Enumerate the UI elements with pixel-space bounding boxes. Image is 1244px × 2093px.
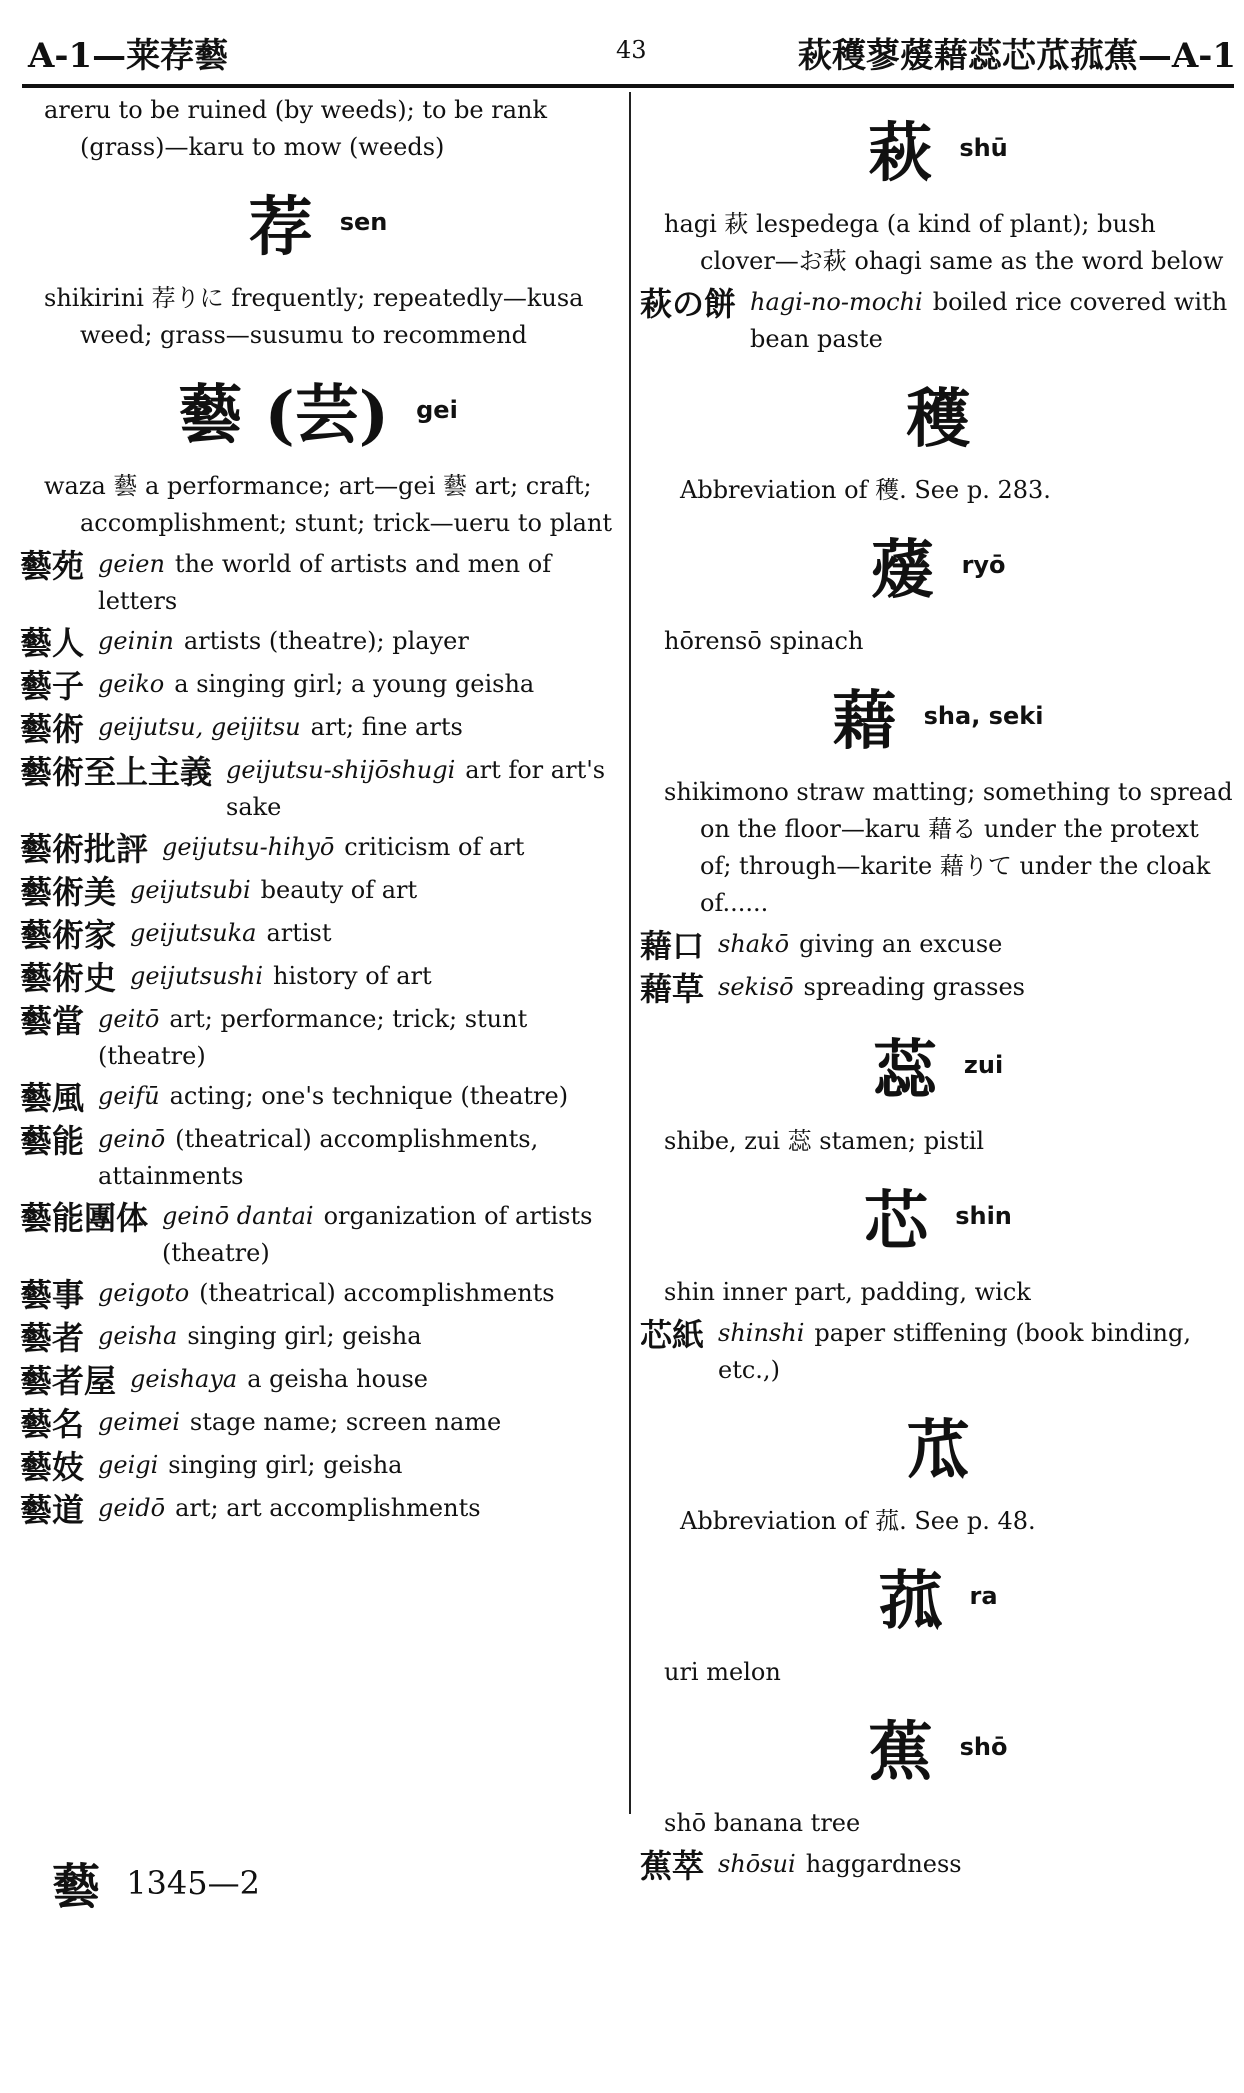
compound-entry	[640, 969, 1236, 1009]
head-kanji: 蕊	[872, 1033, 937, 1108]
compound-meaning: singing girl; geisha	[187, 1322, 422, 1350]
compound-romaji: geinō dantai	[162, 1202, 314, 1230]
head-definition: shikimono straw matting; something to spread on the floor—karu 藉る under the protext of; through—karite 藉りて under the cloak of......	[664, 778, 1233, 917]
compound-romaji: sekisō	[718, 973, 794, 1001]
compound-entry	[20, 709, 616, 749]
head-reading: shū	[959, 134, 1008, 162]
compound-meaning: criticism of art	[344, 833, 525, 861]
head-kanji: 藉	[832, 684, 897, 759]
compound-kanji: 藝當	[20, 1002, 85, 1040]
head-definition: waza 藝 a performance; art—gei 藝 art; craft; accomplishment; stunt; trick—ueru to plant	[44, 472, 613, 537]
page-number: 43	[616, 36, 647, 64]
compound-romaji: geisha	[98, 1322, 178, 1350]
head-ko	[640, 1399, 1236, 1491]
compound-meaning: art; performance; trick; stunt (theatre)	[98, 1005, 528, 1070]
compound-entry	[20, 1198, 616, 1272]
compound-entry	[640, 1846, 1236, 1886]
compound-kanji: 藝道	[20, 1491, 85, 1529]
compound-entry	[20, 829, 616, 869]
compound-meaning: stage name; screen name	[189, 1408, 502, 1436]
head-kanji: 苽	[906, 1413, 970, 1488]
compound-entry	[20, 958, 616, 998]
compound-romaji: geifū	[98, 1082, 160, 1110]
head-shin	[640, 1170, 1236, 1262]
compound-romaji: geijutsu-hihyō	[162, 833, 335, 861]
compound-entry	[640, 284, 1236, 358]
compound-entry	[20, 1001, 616, 1075]
compound-romaji: geinin	[98, 627, 174, 655]
compound-meaning: haggardness	[805, 1850, 962, 1878]
compound-entry	[20, 1275, 616, 1315]
compound-romaji: geijutsushi	[130, 962, 264, 990]
compound-entry	[20, 1490, 616, 1530]
compound-kanji: 藝苑	[20, 547, 85, 585]
compound-romaji: geiko	[98, 670, 165, 698]
compound-kanji: 藝人	[20, 624, 85, 662]
compound-romaji: geien	[98, 550, 165, 578]
head-ryo	[640, 519, 1236, 611]
head-shu	[640, 102, 1236, 194]
compound-kanji: 藝妓	[20, 1448, 85, 1486]
head-reading: ryō	[961, 551, 1006, 579]
compound-meaning: acting; one's technique (theatre)	[169, 1082, 569, 1110]
head-definition: shibe, zui 蕊 stamen; pistil	[664, 1127, 985, 1155]
compound-romaji: geijutsu-shijōshugi	[226, 756, 456, 784]
head-definition: hōrensō spinach	[664, 627, 864, 655]
compound-kanji: 藝術	[20, 710, 85, 748]
head-kanji: 穫	[906, 382, 970, 457]
compound-romaji: geigi	[98, 1451, 159, 1479]
compound-entry	[20, 1361, 616, 1401]
compound-romaji: geishaya	[130, 1365, 238, 1393]
compound-kanji: 蕉萃	[640, 1847, 705, 1885]
compound-entry	[20, 666, 616, 706]
head-reading: sen	[339, 208, 388, 236]
header-right-range: 萩穫蓼蕿藉蕊芯苽菰蕉—A-1	[797, 36, 1236, 76]
compound-entry	[20, 1121, 616, 1195]
head-sen	[20, 176, 616, 268]
compound-romaji: geitō	[98, 1005, 160, 1033]
head-reading: gei	[416, 396, 458, 424]
compound-kanji: 藝風	[20, 1079, 85, 1117]
compound-kanji: 藝術美	[20, 873, 117, 911]
compound-romaji: shakō	[718, 930, 790, 958]
compound-meaning: beauty of art	[260, 876, 418, 904]
abbreviation-note: Abbreviation of 穫. See p. 283.	[680, 476, 1051, 504]
header-rule	[22, 84, 1234, 88]
compound-meaning: the world of artists and men of letters	[98, 550, 552, 615]
compound-romaji: geijutsu, geijitsu	[98, 713, 301, 741]
footer-reference	[52, 1848, 260, 1917]
head-kanji: 蕉	[868, 1715, 933, 1790]
compound-kanji: 藝者	[20, 1319, 85, 1357]
compound-meaning: a singing girl; a young geisha	[174, 670, 535, 698]
head-kanji: 芯	[864, 1184, 929, 1259]
head-reading: shō	[959, 1733, 1008, 1761]
compound-kanji: 藝名	[20, 1405, 85, 1443]
compound-kanji: 萩の餅	[640, 285, 737, 323]
compound-meaning: singing girl; geisha	[168, 1451, 403, 1479]
compound-meaning: (theatrical) accomplishments	[199, 1279, 555, 1307]
head-gei	[20, 364, 616, 456]
left-column	[20, 92, 616, 1533]
compound-entry	[20, 872, 616, 912]
head-kanji: 萩	[868, 116, 933, 191]
footer-ref-number: 1345—2	[126, 1863, 260, 1902]
compound-romaji: geijutsuka	[130, 919, 257, 947]
compound-meaning: artist	[266, 919, 332, 947]
compound-meaning: boiled rice covered with bean paste	[750, 288, 1228, 353]
compound-meaning: paper stiffening (book binding, etc.,)	[718, 1319, 1191, 1384]
head-reading: sha, seki	[923, 702, 1044, 730]
footer-kanji: 藝	[52, 1859, 101, 1915]
compound-meaning: spreading grasses	[803, 973, 1025, 1001]
compound-kanji: 藝術至上主義	[20, 753, 213, 791]
head-definition: shikirini 荐りに frequently; repeatedly—kusa weed; grass—susumu to recommend	[44, 284, 584, 349]
compound-entry	[640, 1315, 1236, 1389]
compound-romaji: geigoto	[98, 1279, 190, 1307]
compound-meaning: artists (theatre); player	[183, 627, 469, 655]
compound-romaji: geijutsubi	[130, 876, 251, 904]
head-reading: zui	[963, 1051, 1004, 1079]
head-kanji: 荐	[248, 190, 313, 265]
right-column	[640, 92, 1236, 1889]
head-sho	[640, 1701, 1236, 1793]
head-definition: hagi 萩 lespedega (a kind of plant); bush clover—お萩 ohagi same as the word below	[664, 210, 1224, 275]
compound-kanji: 藝子	[20, 667, 85, 705]
head-definition: uri melon	[664, 1658, 781, 1686]
compound-meaning: art; fine arts	[310, 713, 463, 741]
compound-romaji: shinshi	[718, 1319, 805, 1347]
compound-entry	[20, 1404, 616, 1444]
compound-meaning: giving an excuse	[799, 930, 1003, 958]
compound-kanji: 藝術史	[20, 959, 117, 997]
head-kaku	[640, 368, 1236, 460]
compound-kanji: 藉口	[640, 927, 705, 965]
compound-meaning: history of art	[273, 962, 432, 990]
abbreviation-note: Abbreviation of 菰. See p. 48.	[680, 1507, 1036, 1535]
head-definition: shō banana tree	[664, 1809, 861, 1837]
head-reading: ra	[969, 1582, 998, 1610]
compound-entry	[20, 1318, 616, 1358]
compound-meaning: art; art accomplishments	[175, 1494, 481, 1522]
continuation-text: areru to be ruined (by weeds); to be rank (grass)—karu to mow (weeds)	[44, 96, 548, 161]
compound-kanji: 藝者屋	[20, 1362, 117, 1400]
head-sha	[640, 670, 1236, 762]
compound-kanji: 藝事	[20, 1276, 85, 1314]
compound-list	[20, 546, 616, 1530]
compound-kanji: 藝術家	[20, 916, 117, 954]
compound-entry	[20, 1447, 616, 1487]
compound-romaji: geinō	[98, 1125, 166, 1153]
head-reading: shin	[955, 1202, 1012, 1230]
compound-meaning: organization of artists (theatre)	[162, 1202, 593, 1267]
compound-entry	[20, 546, 616, 620]
compound-entry	[20, 623, 616, 663]
head-kanji: 蕿	[870, 533, 935, 608]
compound-kanji: 藝能	[20, 1122, 85, 1160]
head-zui	[640, 1019, 1236, 1111]
compound-entry	[20, 1078, 616, 1118]
compound-romaji: geidō	[98, 1494, 166, 1522]
compound-meaning: (theatrical) accomplishments, attainments	[98, 1125, 539, 1190]
compound-romaji: hagi-no-mochi	[750, 288, 923, 316]
compound-entry	[20, 752, 616, 826]
head-definition: shin inner part, padding, wick	[664, 1278, 1031, 1306]
head-kanji: 藝 (芸)	[178, 378, 390, 453]
page-header	[28, 22, 1236, 84]
compound-meaning: art for art's sake	[226, 756, 606, 821]
compound-kanji: 藝能團体	[20, 1199, 149, 1237]
column-divider	[629, 92, 631, 1814]
compound-entry	[20, 915, 616, 955]
compound-romaji: geimei	[98, 1408, 180, 1436]
header-left-range: A-1—莱荐藝	[28, 36, 229, 76]
compound-kanji: 芯紙	[640, 1316, 705, 1354]
compound-kanji: 藝術批評	[20, 830, 149, 868]
compound-kanji: 藉草	[640, 970, 705, 1008]
compound-romaji: shōsui	[718, 1850, 796, 1878]
compound-meaning: a geisha house	[247, 1365, 428, 1393]
head-ra	[640, 1550, 1236, 1642]
compound-entry	[640, 926, 1236, 966]
head-kanji: 菰	[878, 1564, 943, 1639]
